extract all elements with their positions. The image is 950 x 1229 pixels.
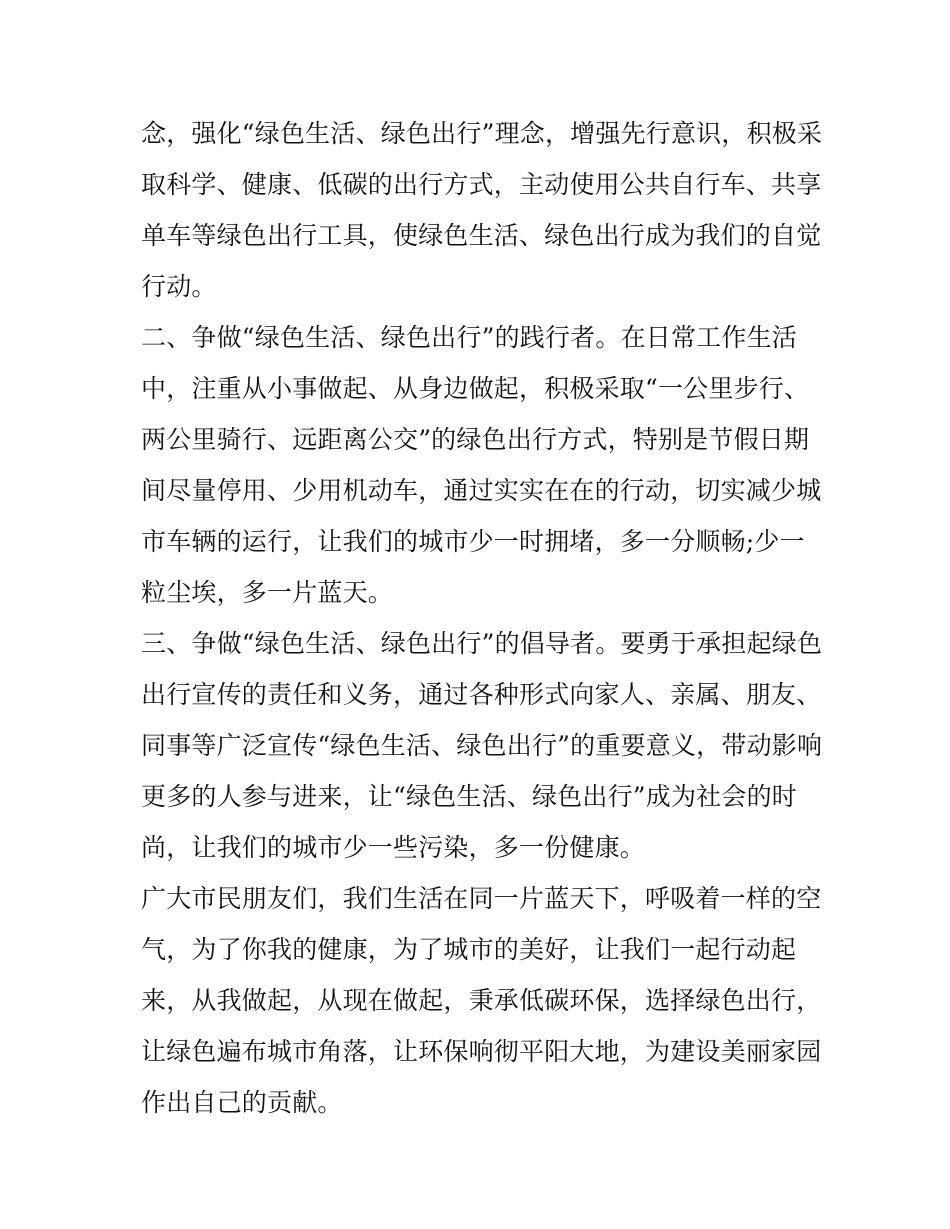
text-line: 气，为了你我的健康，为了城市的美好，让我们一起行动起 — [141, 935, 797, 964]
text-line: 尚，让我们的城市少一些污染，多一份健康。 — [141, 833, 646, 862]
text-line: 二、争做“绿色生活、绿色出行”的践行者。在日常工作生活 — [141, 323, 797, 352]
text-line: 粒尘埃，多一片蓝天。 — [141, 578, 394, 607]
text-line: 中，注重从小事做起、从身边做起，积极采取“一公里步行、 — [141, 374, 810, 403]
text-line: 三、争做“绿色生活、绿色出行”的倡导者。要勇于承担起绿色 — [141, 629, 823, 658]
text-line: 广大市民朋友们，我们生活在同一片蓝天下，呼吸着一样的空 — [141, 884, 822, 913]
text-line: 更多的人参与进来，让“绿色生活、绿色出行”成为社会的时 — [141, 782, 797, 811]
text-line: 来，从我做起，从现在做起，秉承低碳环保，选择绿色出行， — [141, 986, 822, 1015]
text-line: 行动。 — [141, 272, 217, 301]
text-line: 出行宣传的责任和义务，通过各种形式向家人、亲属、朋友、 — [141, 680, 822, 709]
text-line: 单车等绿色出行工具，使绿色生活、绿色出行成为我们的自觉 — [141, 221, 822, 250]
text-line: 念，强化“绿色生活、绿色出行”理念，增强先行意识，积极采 — [141, 119, 823, 148]
text-line: 让绿色遍布城市角落，让环保响彻平阳大地，为建设美丽家园 — [141, 1037, 822, 1066]
text-line: 同事等广泛宣传“绿色生活、绿色出行”的重要意义，带动影响 — [141, 731, 823, 760]
text-line: 作出自己的贡献。 — [141, 1088, 343, 1117]
document-body — [141, 108, 823, 1128]
text-line: 市车辆的运行，让我们的城市少一时拥堵，多一分顺畅;少一 — [141, 527, 805, 556]
text-line: 取科学、健康、低碳的出行方式，主动使用公共自行车、共享 — [141, 170, 822, 199]
text-line: 两公里骑行、远距离公交”的绿色出行方式，特别是节假日期 — [141, 425, 810, 454]
text-line: 间尽量停用、少用机动车，通过实实在在的行动，切实减少城 — [141, 476, 822, 505]
